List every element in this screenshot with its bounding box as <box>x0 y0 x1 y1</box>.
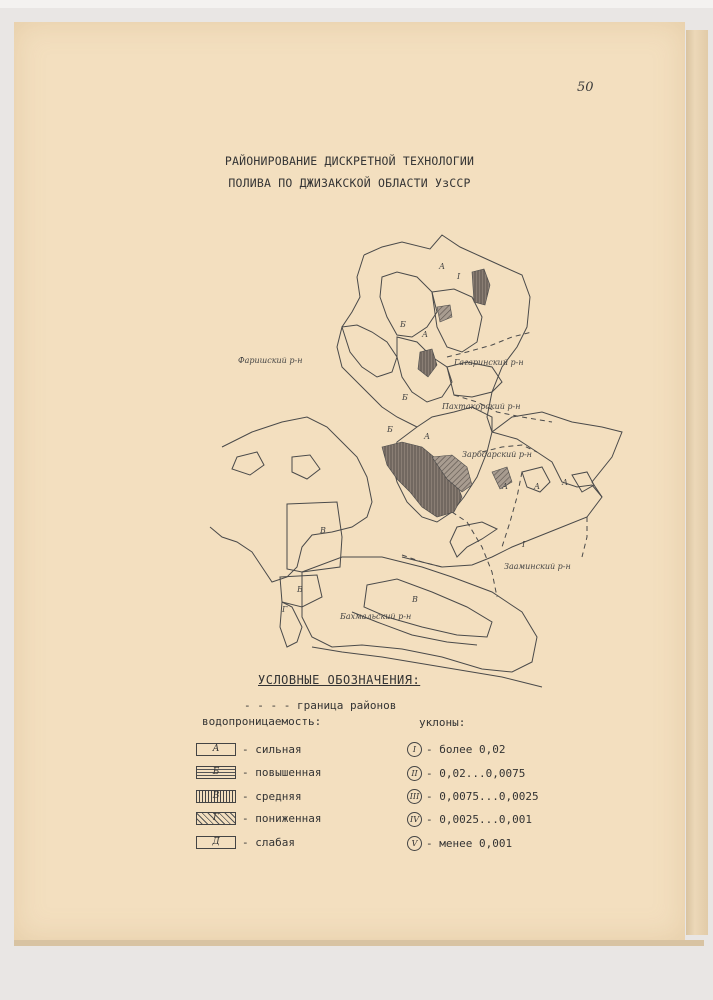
bakhmal-district-label: Бахмальский р-н <box>340 612 412 621</box>
zone-label-v3: В <box>412 595 418 604</box>
zone-label-a7: А <box>562 478 569 487</box>
legend-permeability-item <box>196 765 321 781</box>
scan-top-border <box>0 0 713 8</box>
farish-district-label: Фаришский р-н <box>238 356 303 365</box>
slope-circle-icon: V <box>407 836 422 851</box>
book-spine <box>686 30 708 935</box>
slope-circle-icon: III <box>407 789 422 804</box>
book-page <box>14 22 685 940</box>
slope-label: - 0,0075...0,0025 <box>426 790 539 803</box>
boundary-label: - граница районов <box>283 699 397 712</box>
gagarin-district-label: Гагаринский р-н <box>454 358 524 367</box>
zaamin-district-label: Зааминский р-н <box>504 562 571 571</box>
zone-label-v2: В <box>297 585 303 594</box>
bakhmal-inner <box>364 579 492 637</box>
zone-label-b1: Б <box>400 320 406 329</box>
legend-permeability-item <box>196 742 302 758</box>
district-v-rect <box>287 502 342 572</box>
title-line-1: РАЙОНИРОВАНИЕ ДИСКРЕТНОЙ ТЕХНОЛОГИИ <box>224 154 475 168</box>
page-title <box>14 150 685 194</box>
permeability-label: - средняя <box>242 789 302 803</box>
district-map <box>192 217 642 697</box>
pattern-swatch-plain: Д <box>196 836 236 849</box>
zone-label-a4: А <box>424 432 431 441</box>
zone-label-v1: В <box>320 526 326 535</box>
legend-permeability-item <box>196 811 321 827</box>
boundary-symbol: - - - <box>244 699 278 712</box>
legend-boundary <box>244 699 396 712</box>
pattern-swatch-horizontal: Б <box>196 766 236 779</box>
legend-permeability-item <box>196 789 302 805</box>
zone-label-a2: I <box>457 272 461 281</box>
zone-label-a5: А <box>502 482 509 491</box>
zone-label-g1: Г <box>282 605 288 614</box>
legend-slope-item <box>407 812 532 828</box>
page-bottom-edge <box>14 940 704 946</box>
permeability-label: - сильная <box>242 742 302 756</box>
district-boundary-4 <box>452 512 497 597</box>
west-hole-2 <box>292 455 320 479</box>
zone-label-a6: А <box>534 482 541 491</box>
permeability-header: водопроницаемость: <box>202 715 322 728</box>
zone-label-b3: Б <box>387 425 393 434</box>
zarbdar-district <box>492 432 602 497</box>
hatched-zone-north-3 <box>437 305 452 322</box>
legend-slope-item <box>407 742 505 758</box>
north-district-2 <box>380 272 437 337</box>
zone-label-a3: А <box>422 330 429 339</box>
hatched-zone-north-1 <box>472 269 490 305</box>
slope-circle-icon: IV <box>407 812 422 827</box>
east-inner-2 <box>572 472 594 492</box>
legend-slope-item <box>407 789 539 805</box>
zarbdar-district-label: Зарбдарский р-н <box>462 450 532 459</box>
district-boundary-1 <box>447 332 532 357</box>
slope-label: - менее 0,001 <box>426 837 513 850</box>
legend-title: УСЛОВНЫЕ ОБОЗНАЧЕНИЯ: <box>258 673 421 687</box>
legend-slope-item <box>407 766 525 782</box>
north-district-3 <box>342 325 397 377</box>
north-district-6 <box>447 362 502 397</box>
permeability-label: - пониженная <box>242 811 322 825</box>
permeability-label: - слабая <box>242 835 295 849</box>
district-boundary-7 <box>582 517 587 557</box>
west-hole-1 <box>232 452 264 475</box>
south-edge <box>312 647 542 687</box>
zone-label-i: I <box>522 540 526 549</box>
slope-circle-icon: I <box>407 742 422 757</box>
slope-label: - 0,0025...0,001 <box>426 813 532 826</box>
pattern-swatch-diagonal: Г <box>196 812 236 825</box>
zone-label-a1: А <box>439 262 446 271</box>
east-shape <box>450 522 497 557</box>
title-line-2: ПОЛИВА ПО ДЖИЗАКСКОЙ ОБЛАСТИ УзССР <box>228 176 471 190</box>
pattern-swatch-plain: А <box>196 743 236 756</box>
hatched-zone-north-2 <box>418 349 437 377</box>
legend-slope-item <box>407 836 512 852</box>
slope-label: - 0,02...0,0075 <box>426 767 526 780</box>
slope-circle-icon: II <box>407 766 422 781</box>
bakhmal-district <box>302 557 537 672</box>
map-svg <box>192 217 642 697</box>
pakhtakor-district-label: Пахтакорский р-н <box>442 402 521 411</box>
page-number: 50 <box>577 80 594 95</box>
slopes-header: уклоны: <box>419 716 466 729</box>
pattern-swatch-vertical: В <box>196 790 236 803</box>
legend-permeability-item <box>196 835 295 851</box>
slope-label: - более 0,02 <box>426 743 506 756</box>
permeability-label: - повышенная <box>242 765 322 779</box>
zone-label-b2: Б <box>402 393 408 402</box>
